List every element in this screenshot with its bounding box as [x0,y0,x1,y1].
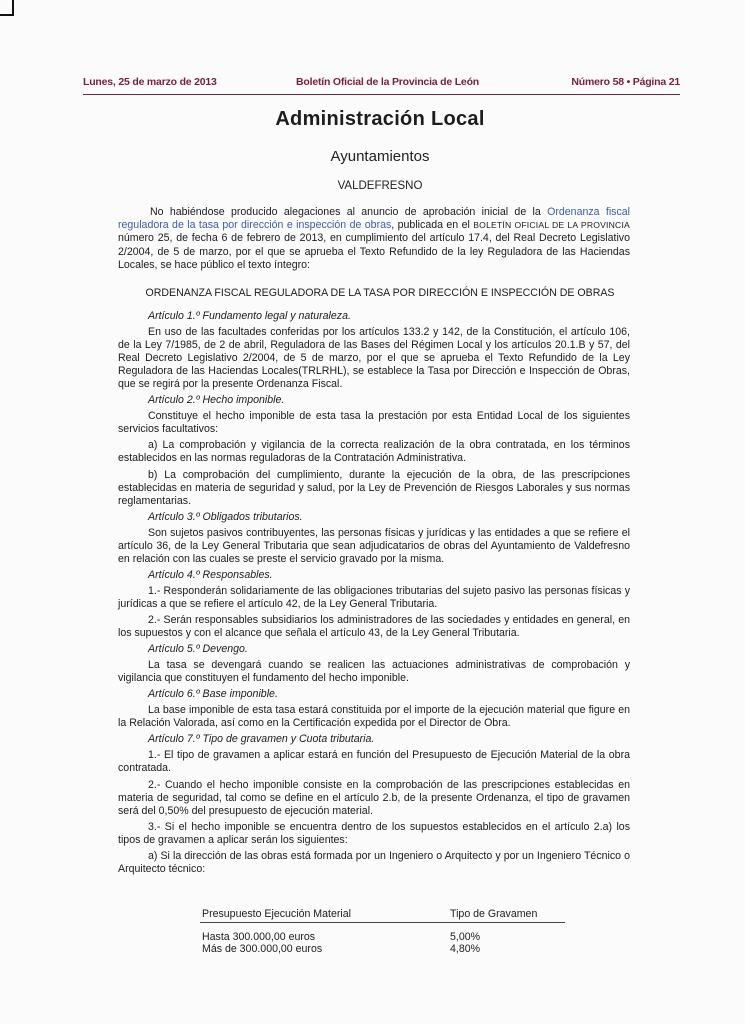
header-publication: Boletín Oficial de la Provincia de León [296,76,479,88]
intro-paragraph [118,206,630,272]
article-4-paragraph-1: 1.- Responderán solidariamente de las obligaciones tributarias del sujeto pasivo las personas físicas y jurídicas a que se refiere el artículo 42, de la Ley General Tributaria. [118,584,630,610]
article-2-title: Artículo 2.º Hecho imponible. [148,394,285,407]
ordinance-body [118,310,630,879]
subsection-title: Ayuntamientos [330,148,430,165]
boletin-smallcaps: BOLETÍN OFICIAL DE LA PROVINCIA [473,220,630,231]
table-row [200,943,565,955]
header-issue: Número 58 • Página 21 [571,76,680,88]
article-5-paragraph: La tasa se devengará cuando se realicen las actuaciones administrativas de comprobación y vigilancia que constituyen el fundamento del hecho imponible. [118,659,630,685]
ordinance-link[interactable]: Ordenanza fiscal reguladora de la tasa por dirección e inspección de obras [118,206,631,232]
table-cell-budget: Hasta 300.000,00 euros [202,931,316,943]
article-6-paragraph: La base imponible de esta tasa estará constituida por el importe de la ejecución material que figure en la Relación Valorada, así como en la Certificación expedida por el Director de Obra. [118,704,630,730]
header-divider [83,94,680,95]
article-4-paragraph-2: 2.- Serán responsables subsidiarios los administradores de las sociedades y entidades en general, en los supuestos y con el alcance que señala el artículo 43, de la Ley General Tributaria. [118,613,630,640]
article-6-title: Artículo 6.º Base imponible. [148,688,278,701]
page-header [83,76,680,92]
article-7-paragraph-3: 3.- Si el hecho imponible se encuentra dentro de los supuestos establecidos en el artículo 2.a) los tipos de gravamen a aplicar serán los siguientes: [118,820,630,846]
table-header-row [200,908,565,923]
tax-rate-table [200,908,565,955]
table-header-rate: Tipo de Gravamen [450,908,538,920]
ordinance-title: ORDENANZA FISCAL REGULADORA DE LA TASA POR DIRECCIÓN E INSPECCIÓN DE OBRAS [145,287,615,299]
article-7-title: Artículo 7.º Tipo de gravamen y Cuota tributaria. [148,733,375,746]
article-2-paragraph-1: Constituye el hecho imponible de esta tasa la prestación por esta Entidad Local de los siguientes servicios facultativos: [118,410,630,436]
table-cell-budget: Más de 300.000,00 euros [202,943,323,955]
article-2-paragraph-3: b) La comprobación del cumplimiento, durante la ejecución de la obra, de las prescripciones establecidas en materia de seguridad y salud, por la Ley de Prevención de Riesgos Laborales y sus normas reglamentarias. [118,468,630,507]
article-7-paragraph-4: a) Si la dirección de las obras está formada por un Ingeniero o Arquitecto y por un Ingeniero Técnico o Arquitecto técnico: [118,849,630,875]
municipality-name: VALDEFRESNO [337,180,423,192]
article-7-paragraph-2: 2.- Cuando el hecho imponible consiste en la comprobación de las prescripciones establecidas en materia de seguridad, tal como se define en el artículo 2.b, de la presente Ordenanza, el tipo de gravamen será del 0,50% del presupuesto de ejecución material. [118,778,630,817]
scan-corner-mark [0,0,14,16]
article-3-title: Artículo 3.º Obligados tributarios. [148,510,303,523]
intro-text-2: , publicada en el [391,219,474,232]
article-5-title: Artículo 5.º Devengo. [148,643,248,656]
article-1-title: Artículo 1.º Fundamento legal y naturaleza. [148,310,351,322]
article-1-paragraph: En uso de las facultades conferidas por los artículos 133.2 y 142, de la Constitución, el artículo 106, de la Ley 7/1985, de 2 de abril, Reguladora de las Bases del Régimen Local y los artículos 20.1.B y 57, del Real Decreto Legislativo 2/2004, de 5 de marzo, por el que se aprueba el Texto Refundido de la Ley Reguladora de las Haciendas Locales(TRLRHL), se establece la Tasa por Dirección e Inspección de Obras, que se regirá por la presente Ordenanza Fiscal. [118,326,630,391]
table-header-budget: Presupuesto Ejecución Material [202,908,351,920]
article-3-paragraph: Son sujetos pasivos contribuyentes, las personas físicas y jurídicas y las entidades a que se refiere el artículo 36, de la Ley General Tributaria que sean adjudicatarios de obras del Ayuntamiento de Valdefresno en relación con las cuales se preste el servicio gravado por la misma. [118,526,630,565]
article-2-paragraph-2: a) La comprobación y vigilancia de la correcta realización de la obra contratada, en los términos establecidos en las normas reguladoras de la Contratación Administrativa. [118,439,630,465]
table-cell-rate: 5,00% [450,931,481,943]
header-date: Lunes, 25 de marzo de 2013 [83,76,217,88]
intro-text-3: número 25, de fecha 6 de febrero de 2013, en cumplimiento del artículo 17.4, del Real Decreto Legislativo 2/2004, de 5 de marzo, por el que se aprueba el Texto Refundido de la ley Reguladora de las Haciendas Locales, se hace público el texto íntegro: [118,232,630,271]
table-cell-rate: 4,80% [450,943,481,955]
article-7-paragraph-1: 1.- El tipo de gravamen a aplicar estará en función del Presupuesto de Ejecución Material de la obra contratada. [118,749,630,775]
article-4-title: Artículo 4.º Responsables. [148,568,273,581]
section-title: Administración Local [275,108,485,130]
intro-text-1: No habiéndose producido alegaciones al anuncio de aprobación inicial de la [150,206,548,218]
table-row [200,931,565,943]
